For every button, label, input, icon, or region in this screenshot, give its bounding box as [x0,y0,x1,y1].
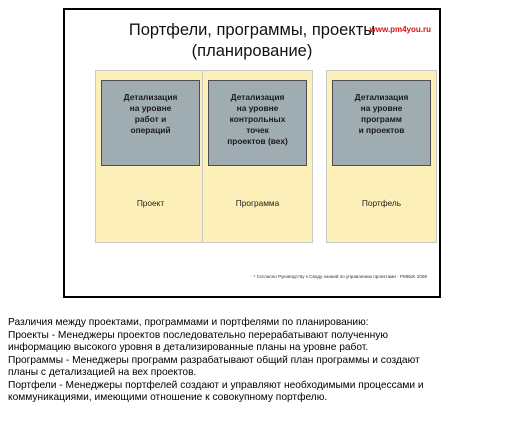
column-program [202,70,313,243]
slide-title-line-1: Портфели, программы, проекты [128,21,376,39]
column-project-label: Проект [136,198,165,208]
column-project-detail: Детализация на уровне работ и операций [101,80,200,166]
site-link[interactable]: www.pm4you.ru [369,25,431,34]
description-line: планы с детализацией на вех проектов. [8,367,197,378]
column-portfolio-detail: Детализация на уровне программ и проектов [332,80,431,166]
description-line: Портфели - Менеджеры портфелей создают и управляют необходимыми процессами и [8,379,424,391]
description-line: Проекты - Менеджеры проектов последовательно перерабатывают полученную [8,329,389,341]
description-line: Программы - Менеджеры программ разрабатывают общий план программы и создают [8,354,420,366]
footnote: * Согласно Руководству к Своду знаний по управлению проектами - PMBoK 2008 [253,274,427,279]
column-portfolio [326,70,437,243]
column-portfolio-label: Портфель [361,198,402,208]
column-program-detail: Детализация на уровне контрольных точек проектов (вех) [208,80,307,166]
description-line: информацию высокого уровня в детализированные планы на уровне работ. [8,342,369,353]
description [8,317,524,405]
column-program-label: Программа [235,198,280,208]
slide-title-line-2: (планирование) [191,42,313,60]
column-project [95,70,206,243]
description-line: Различия между проектами, программами и портфелями по планированию: [8,317,369,328]
slide [63,8,441,298]
description-line: коммуникациями, имеющими отношение к совокупному портфелю. [8,392,328,403]
